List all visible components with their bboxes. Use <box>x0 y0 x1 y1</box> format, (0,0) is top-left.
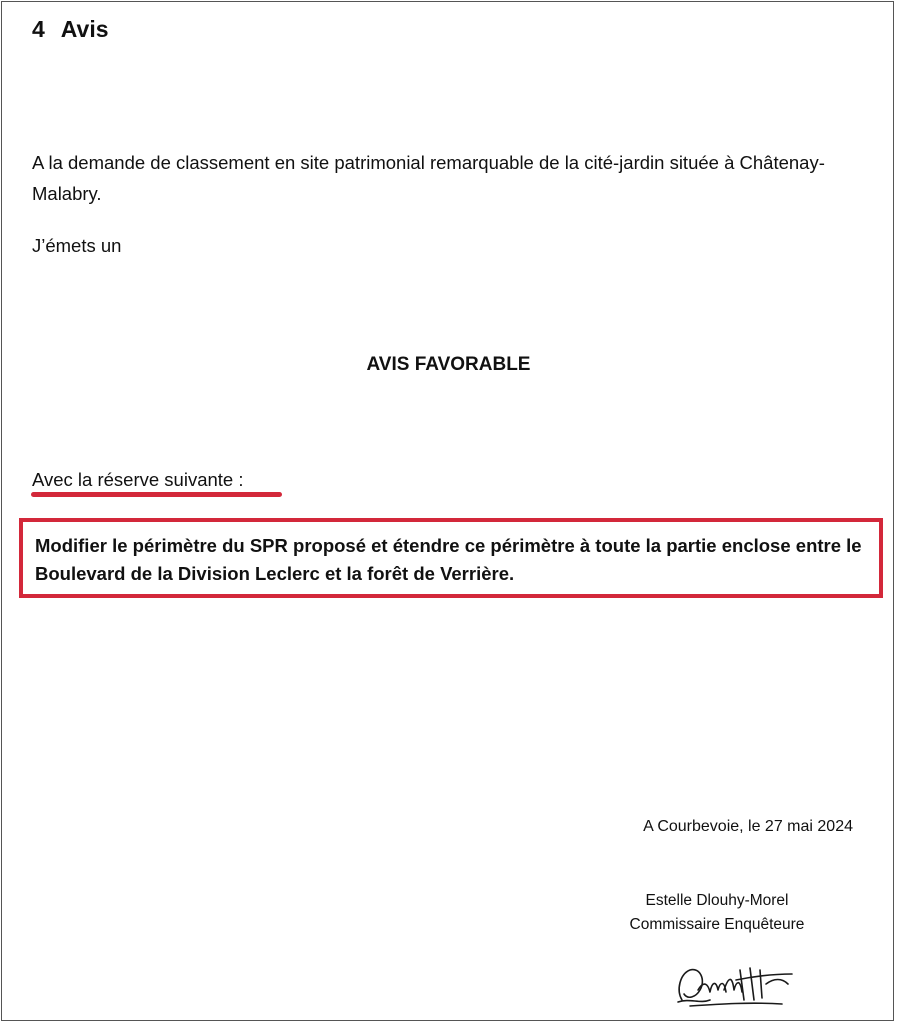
section-heading <box>32 16 109 43</box>
red-underline-annotation <box>31 492 282 497</box>
verdict-text: AVIS FAVORABLE <box>366 354 531 375</box>
place-date: A Courbevoie, le 27 mai 2024 <box>643 818 853 835</box>
signer-name: Estelle Dlouhy-Morel <box>645 892 789 909</box>
handwritten-signature <box>670 960 800 1012</box>
red-highlight-box <box>19 518 883 598</box>
intro-paragraph: A la demande de classement en site patrimonial remarquable de la cité-jardin située à Châtenay-Malabry. <box>32 152 825 204</box>
emets-text: J’émets un <box>32 235 122 256</box>
reserve-condition-text: Modifier le périmètre du SPR proposé et étendre ce périmètre à toute la partie enclose entre le Boulevard de la Division Leclerc et la forêt de Verrière. <box>35 535 862 584</box>
signer-role: Commissaire Enquêteure <box>629 916 805 933</box>
section-title: Avis <box>60 16 109 42</box>
section-number: 4 <box>32 16 45 42</box>
document-page <box>1 1 894 1021</box>
reserve-label: Avec la réserve suivante : <box>32 469 244 490</box>
